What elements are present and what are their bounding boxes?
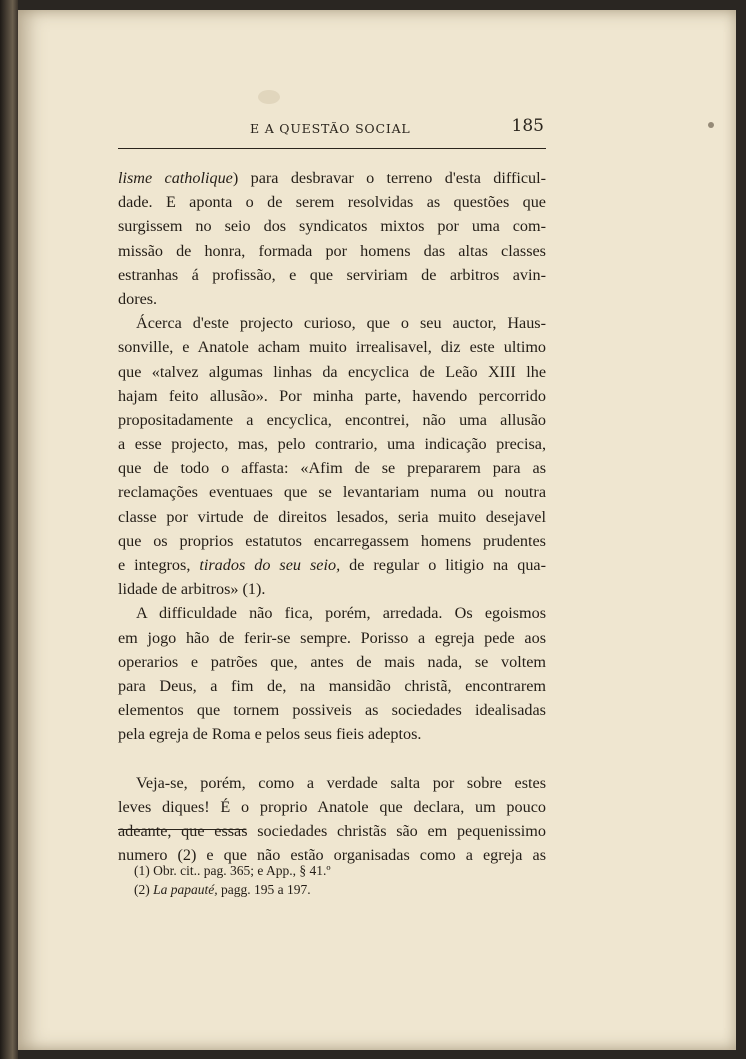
italic-segment: lisme catholique [118, 169, 233, 187]
text-segment: a esse projecto, mas, pelo contrario, uma indicação precisa, [118, 435, 546, 454]
text-line [118, 553, 546, 577]
footnote-italic: La papauté, [153, 882, 218, 897]
text-line [118, 263, 546, 287]
text-line [118, 456, 546, 480]
text-line [118, 190, 546, 214]
paper-speck [708, 122, 714, 128]
text-line [118, 674, 546, 698]
text-segment: e integros, [118, 556, 200, 574]
text-segment: elementos que tornem possiveis as sociedades idealisadas [118, 701, 546, 720]
text-line [118, 601, 546, 625]
footnote-text: pagg. 195 a 197. [217, 882, 311, 897]
text-segment: dores. [118, 289, 158, 308]
text-line [118, 529, 546, 553]
text-segment: que «talvez algumas linhas da encyclica de Leão XIII lhe [118, 362, 546, 381]
text-segment: que os proprios estatutos encarregassem homens prudentes [118, 531, 546, 550]
paper-stain [258, 90, 280, 104]
body-text [118, 166, 546, 867]
text-line [118, 505, 546, 529]
text-segment: Veja-se, porém, como a verdade salta por sobre estes [136, 773, 546, 792]
text-line [118, 311, 546, 335]
text-segment: hajam feito allusão». Por minha parte, havendo percorrido [118, 386, 546, 405]
text-segment: adeante, que essas sociedades christãs são em pequenissimo [118, 821, 546, 840]
text-line [118, 432, 546, 456]
text-line [118, 650, 546, 674]
text-line [118, 795, 546, 819]
text-segment: estranhas á profissão, e que serviriam de arbitros avin- [118, 265, 546, 284]
text-segment: leves diques! É o proprio Anatole que declara, um pouco [118, 797, 546, 816]
text-line [118, 360, 546, 384]
text-segment: surgissem no seio dos syndicatos mixtos por uma com- [118, 217, 546, 236]
paragraph-gap [118, 747, 546, 771]
running-header [118, 116, 546, 146]
text-segment: classe por virtude de direitos lesados, seria muito desejavel [118, 507, 546, 526]
footnote [134, 880, 534, 899]
text-segment: operarios e patrões que, antes de mais nada, se voltem [118, 652, 546, 671]
text-segment: pela egreja de Roma e pelos seus fieis adeptos. [118, 725, 422, 744]
text-segment: missão de honra, formada por homens das altas classes [118, 241, 546, 260]
text-line [118, 239, 546, 263]
text-line [118, 480, 546, 504]
text-line [118, 166, 546, 190]
text-segment: sonville, e Anatole acham muito irrealisavel, diz este ultimo [118, 338, 546, 357]
italic-segment: tirados do seu seio, [199, 556, 341, 574]
text-line [118, 287, 546, 311]
text-line [118, 819, 546, 843]
text-segment: ) para desbravar o terreno d'esta difficul- [232, 169, 546, 187]
text-line [118, 626, 546, 650]
text-segment: que de todo o affasta: «Afim de se prepararem para as [118, 459, 546, 478]
text-segment: para Deus, a fim de, na mansidão christã, encontrarem [118, 676, 546, 695]
text-line [118, 335, 546, 359]
footnote-rule [118, 829, 246, 830]
text-line [118, 577, 546, 601]
text-segment: em jogo hão de ferir-se sempre. Porisso a egreja pede aos [118, 628, 546, 647]
text-segment: lidade de arbitros» (1). [118, 580, 266, 599]
footnote [134, 861, 534, 880]
text-line [118, 384, 546, 408]
page-number: 185 [511, 116, 544, 136]
text-segment: propositadamente a encyclica, encontrei, não uma allusão [118, 410, 546, 429]
footnote-text: (2) [134, 882, 154, 897]
footnote-text: (1) Obr. cit.. pag. 365; e App., § 41.º [134, 863, 331, 878]
text-segment: dade. E aponta o de serem resolvidas as questões que [118, 193, 546, 212]
text-segment: Ácerca d'este projecto curioso, que o seu auctor, Haus- [136, 314, 546, 333]
text-line [118, 722, 546, 746]
text-line [118, 698, 546, 722]
text-segment: A difficuldade não fica, porém, arredada. Os egoismos [136, 604, 546, 623]
text-segment: reclamações eventuaes que se levantariam numa ou noutra [118, 483, 546, 502]
text-line [118, 214, 546, 238]
footnotes [134, 861, 534, 899]
text-line [118, 408, 546, 432]
running-title: E A QUESTÃO SOCIAL [250, 121, 411, 136]
book-spine [0, 0, 18, 1059]
header-rule [118, 148, 546, 149]
text-segment: numero (2) e que não estão organisadas como a egreja as [118, 846, 546, 865]
text-segment: de regular o litigio na qua- [340, 556, 546, 574]
text-line [118, 771, 546, 795]
